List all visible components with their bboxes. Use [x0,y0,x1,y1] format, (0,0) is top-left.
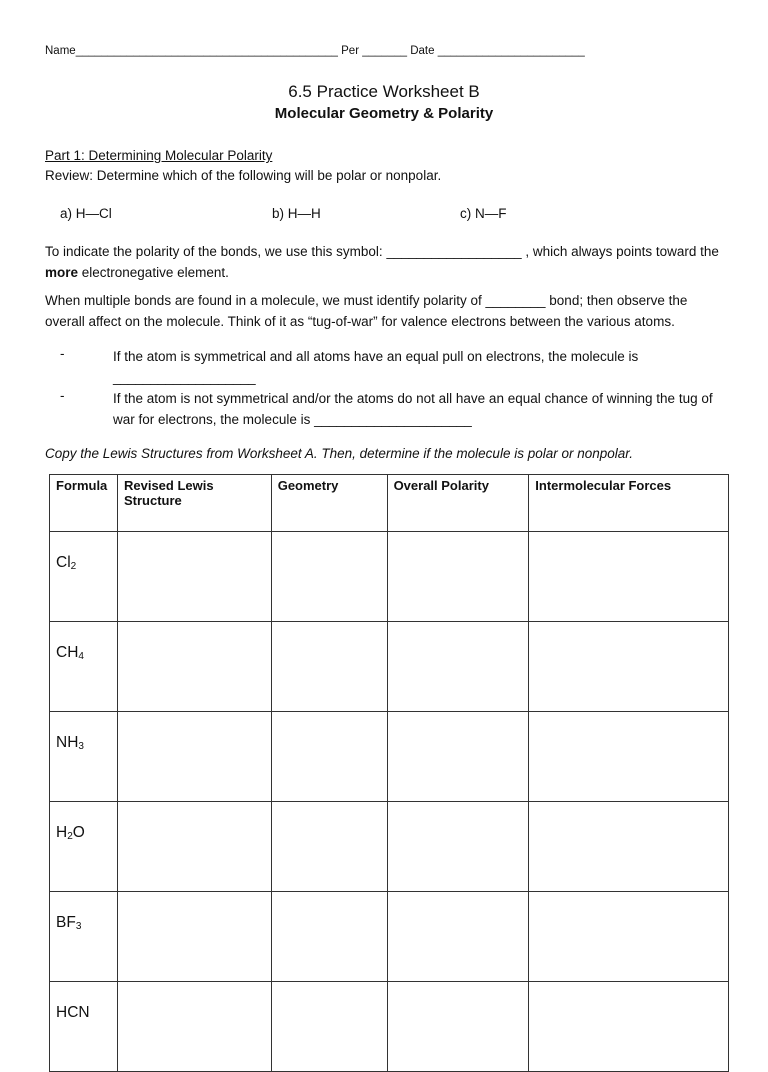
imf-cell[interactable] [529,982,729,1072]
formula-subscript: 2 [70,561,77,572]
lewis-cell[interactable] [117,982,271,1072]
worksheet-title: 6.5 Practice Worksheet B [288,82,480,101]
name-label: Name [45,45,76,57]
formula-base: CH [56,644,79,661]
formula-subscript: 3 [75,921,82,932]
imf-cell[interactable] [529,712,729,802]
formula-cell [50,802,118,892]
geometry-cell[interactable] [271,622,387,712]
table-row [50,892,729,982]
header-lewis: Revised Lewis Structure [117,475,271,532]
molecule-table [49,474,729,1072]
period-field[interactable]: _______ [362,45,408,57]
formula-base: NH [56,734,79,751]
bullet-marker: - [60,388,65,403]
formula-subscript: 4 [78,651,84,662]
date-label: Date [410,45,435,57]
review-instructions: Review: Determine which of the following will be polar or nonpolar. [45,168,442,183]
polarity-cell[interactable] [387,802,529,892]
period-label: Per [341,45,360,57]
formula-cell [50,982,118,1072]
polarity-cell[interactable] [387,532,529,622]
header-polarity: Overall Polarity [387,475,529,532]
formula-cell [50,532,118,622]
table-row [50,802,729,892]
polarity-cell[interactable] [387,982,529,1072]
para1-text-2: , which always points toward the [521,244,719,259]
geometry-cell[interactable] [271,712,387,802]
lewis-cell[interactable] [117,622,271,712]
table-header-row [50,475,729,532]
formula-cell [50,892,118,982]
lewis-cell[interactable] [117,712,271,802]
geometry-cell[interactable] [271,982,387,1072]
table-instructions: Copy the Lewis Structures from Worksheet A. Then, determine if the molecule is polar or nonpolar. [45,446,634,461]
imf-cell[interactable] [529,622,729,712]
geometry-cell[interactable] [271,802,387,892]
lewis-cell[interactable] [117,892,271,982]
table-row [50,982,729,1072]
formula-base: H [56,824,68,841]
worksheet-subtitle: Molecular Geometry & Polarity [274,105,494,122]
bullet-symmetrical: If the atom is symmetrical and all atoms have an equal pull on electrons, the molecule is ___________________ [113,349,639,385]
polarity-cell[interactable] [387,712,529,802]
bullet-not-symmetrical: If the atom is not symmetrical and/or the atoms do not all have an equal chance of winning the tug of war for electrons, the molecule is _____________________ [113,391,713,427]
formula-cell [50,712,118,802]
formula-subscript: 3 [78,741,84,752]
choice-a: a) H—Cl [60,206,112,221]
symbol-blank[interactable]: __________________ [386,244,522,259]
polarity-cell[interactable] [387,622,529,712]
lewis-cell[interactable] [117,532,271,622]
table-row [50,532,729,622]
header-imf: Intermolecular Forces [529,475,729,532]
table-row [50,622,729,712]
formula-cell [50,622,118,712]
choice-c: c) N—F [460,206,507,221]
formula-subscript: 2 [67,831,73,842]
formula-base: BF [56,914,76,931]
para1-text: To indicate the polarity of the bonds, we use this symbol: [45,244,387,259]
student-info-line [45,45,585,57]
polarity-symbol-paragraph [45,241,725,283]
imf-cell[interactable] [529,802,729,892]
imf-cell[interactable] [529,532,729,622]
header-geometry: Geometry [271,475,387,532]
geometry-cell[interactable] [271,532,387,622]
date-field[interactable]: _______________________ [437,45,585,57]
bullet-marker: - [60,346,65,361]
polarity-cell[interactable] [387,892,529,982]
choice-b: b) H—H [272,206,321,221]
name-field[interactable]: _________________________________________ [75,45,338,57]
geometry-cell[interactable] [271,892,387,982]
multiple-bonds-paragraph: When multiple bonds are found in a molecule, we must identify polarity of ________ bond; then observe the overall affect on the molecule. Think of it as “tug-of-war” for valence electrons between the various atoms. [45,293,688,329]
part1-heading: Part 1: Determining Molecular Polarity [45,148,273,163]
imf-cell[interactable] [529,892,729,982]
formula-base: HCN [56,1004,90,1021]
formula-tail: O [72,824,85,841]
para1-end: electronegative element. [78,265,229,280]
header-formula: Formula [50,475,118,532]
table-row [50,712,729,802]
bold-word: more [45,265,79,280]
formula-base: Cl [56,554,71,571]
lewis-cell[interactable] [117,802,271,892]
